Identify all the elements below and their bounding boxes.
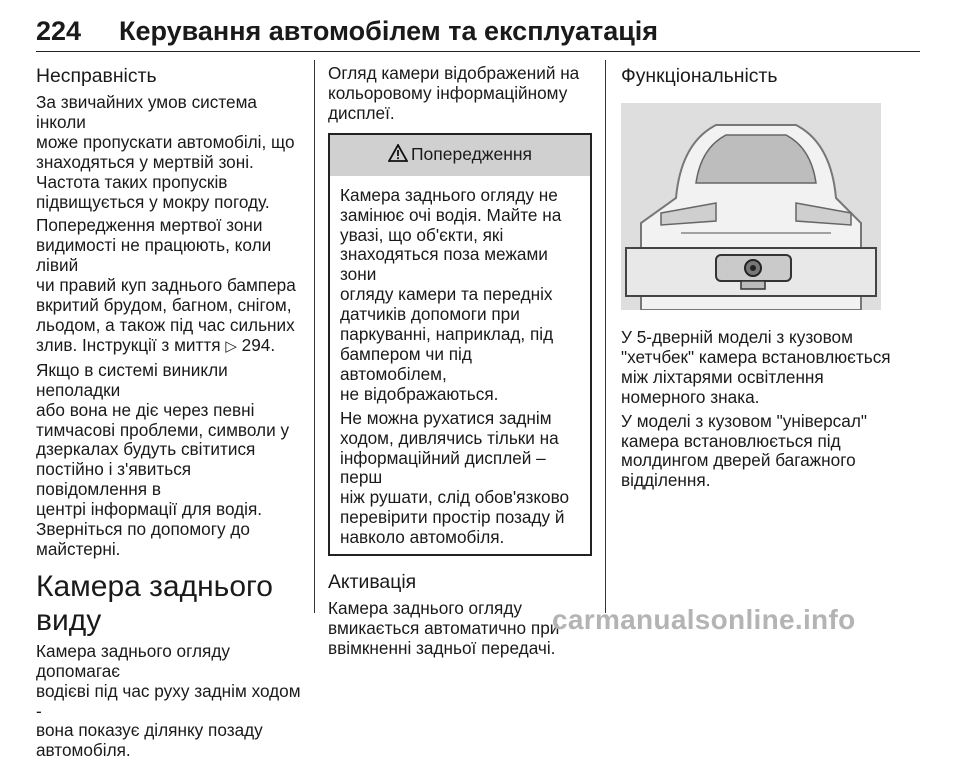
page-reference[interactable]: 294. <box>241 334 276 355</box>
paragraph: У моделі з кузовом "універсал" камера встановлюється під молдингом дверей багажного відділення. <box>621 410 867 491</box>
rear-camera-illustration <box>621 103 881 310</box>
paragraph: У 5-дверній моделі з кузовом "хетчбек" камера встановлюється між ліхтарями освітлення номерного знака. <box>621 327 891 407</box>
paragraph: Камера заднього огляду вмикається автоматично при ввімкненні задньої передачі. <box>328 598 560 658</box>
paragraph: Камера заднього огляду допомагає водієві під час руху заднім ходом - вона показує ділянку позаду автомобіля. <box>36 640 301 761</box>
page-title: Керування автомобілем та експлуатація <box>119 16 659 46</box>
page-header <box>36 16 920 48</box>
left-column <box>36 64 304 765</box>
warning-body <box>330 176 590 554</box>
paragraph-with-ref <box>36 216 304 356</box>
triangle-arrow-icon: ▷ <box>225 337 237 355</box>
paragraph: За звичайних умов система інколи може пропускати автомобілі, що знаходяться у мертвій зоні. Частота таких пропусків підвищується у мокру погоду. <box>36 92 295 212</box>
page-number: 224 <box>36 16 82 46</box>
section-heading-rear-camera: Камера заднього виду <box>36 569 273 637</box>
warning-box <box>328 133 592 556</box>
paragraph: Камера заднього огляду не замінює очі водія. Майте на увазі, що об'єкти, які знаходяться поза межами зони огляду камери та передніх датчиків допомоги при паркуванні, наприклад, під бампером чи під автомобілем, не відображаються. <box>340 184 562 404</box>
right-column <box>621 64 903 495</box>
paragraph: Якщо в системі виникли неполадки або вона не діє через певні тимчасові проблеми, символи у дзеркалах будуть світитися постійно і з'явиться повідомлення в центрі інформації для водія. Зверніться по допомогу до майстерні. <box>36 359 290 559</box>
column-divider-2 <box>605 60 606 613</box>
paragraph: Не можна рухатися заднім ходом, дивлячись тільки на інформаційний дисплей – перш ніж рушати, слід обов'язково перевірити простір позаду й навколо автомобіля. <box>340 407 570 548</box>
watermark: carmanualsonline.info <box>552 604 856 635</box>
paragraph-text: Попередження мертвої зони видимості не працюють, коли лівий чи правий куп заднього бампера вкритий брудом, багном, снігом, льодом, а також під час сильних злив. Інструкції з миття <box>36 215 296 355</box>
header-rule <box>36 51 920 52</box>
warning-header <box>330 135 590 176</box>
section-heading-functionality: Функціональність <box>621 65 778 87</box>
column-divider-1 <box>314 60 315 613</box>
section-heading-activation: Активація <box>328 571 417 594</box>
warning-title: Попередження <box>410 144 533 165</box>
warning-triangle-icon <box>388 144 408 167</box>
middle-column <box>328 64 594 663</box>
section-heading-malfunction: Несправність <box>36 65 157 87</box>
paragraph: Огляд камери відображений на кольоровому інформаційному дисплеї. <box>328 63 580 123</box>
